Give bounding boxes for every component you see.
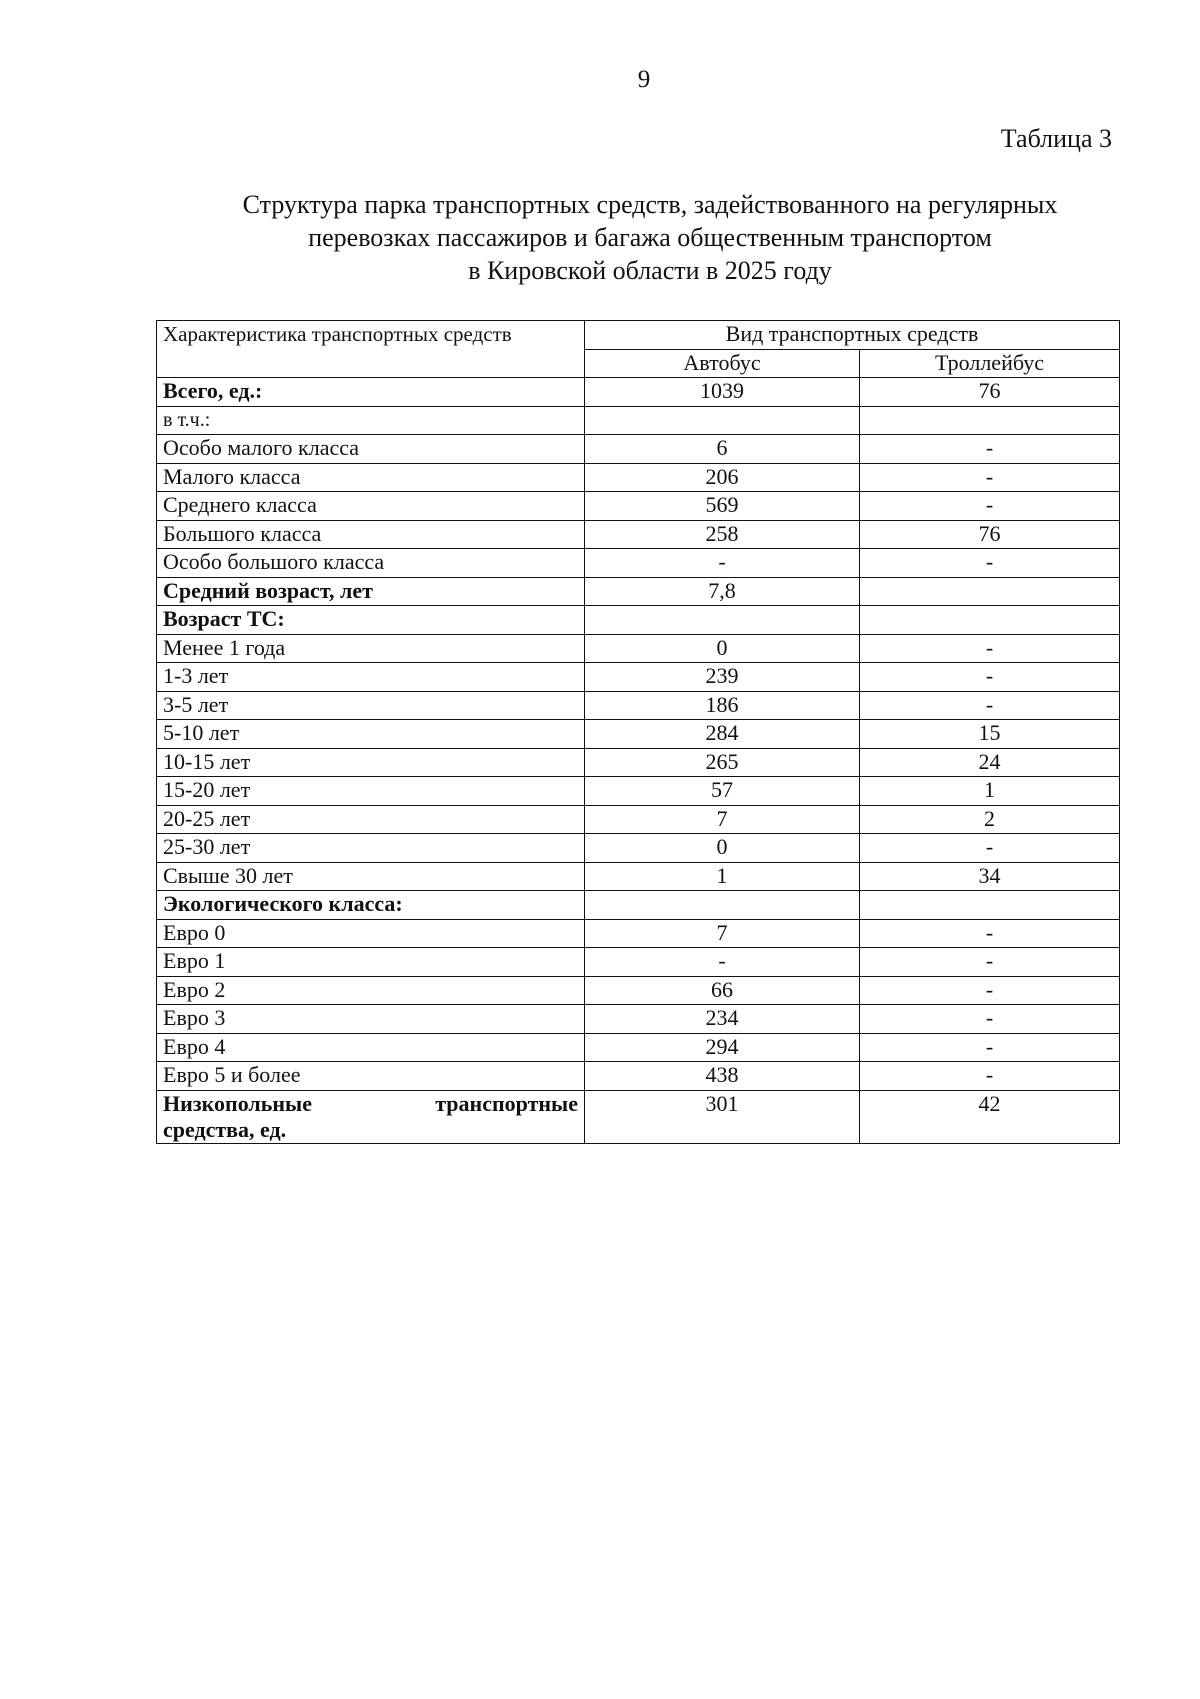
trolleybus-value: 2 xyxy=(860,805,1120,834)
table-row xyxy=(157,577,1120,606)
table-row xyxy=(157,663,1120,692)
trolleybus-value: - xyxy=(860,549,1120,578)
bus-value: 438 xyxy=(585,1062,860,1091)
header-characteristic: Характеристика транспортных средств xyxy=(157,321,585,378)
row-label: Особо большого класса xyxy=(157,549,585,578)
row-label: Евро 3 xyxy=(157,1005,585,1034)
bus-value: - xyxy=(585,948,860,977)
bus-value: 569 xyxy=(585,492,860,521)
table-row xyxy=(157,777,1120,806)
trolleybus-value: - xyxy=(860,492,1120,521)
header-vehicle-type: Вид транспортных средств xyxy=(585,321,1120,350)
table-row xyxy=(157,720,1120,749)
table-label: Таблица 3 xyxy=(1000,124,1112,153)
row-label: Среднего класса xyxy=(157,492,585,521)
table-row xyxy=(157,948,1120,977)
bus-value: 66 xyxy=(585,976,860,1005)
trolleybus-value: 24 xyxy=(860,748,1120,777)
trolleybus-value: 1 xyxy=(860,777,1120,806)
table-row xyxy=(157,406,1120,435)
bus-value: 301 xyxy=(585,1090,860,1143)
table-row xyxy=(157,634,1120,663)
table-row xyxy=(157,1062,1120,1091)
table-row xyxy=(157,1033,1120,1062)
row-label: Евро 5 и более xyxy=(157,1062,585,1091)
table-row xyxy=(157,549,1120,578)
trolleybus-value xyxy=(860,606,1120,635)
bus-value: 57 xyxy=(585,777,860,806)
trolleybus-value: - xyxy=(860,663,1120,692)
row-label: 15-20 лет xyxy=(157,777,585,806)
bus-value: 258 xyxy=(585,520,860,549)
bus-value xyxy=(585,891,860,920)
table-row xyxy=(157,1005,1120,1034)
title-line-1: Структура парка транспортных средств, задействованного на регулярных xyxy=(242,190,1058,219)
page-number: 9 xyxy=(637,66,651,93)
row-label: Евро 2 xyxy=(157,976,585,1005)
table-row xyxy=(157,435,1120,464)
table-row xyxy=(157,748,1120,777)
trolleybus-value: 15 xyxy=(860,720,1120,749)
trolleybus-value xyxy=(860,891,1120,920)
document-title xyxy=(150,188,1150,287)
bus-value: 0 xyxy=(585,634,860,663)
low-floor-label-line-1 xyxy=(163,1091,578,1117)
trolleybus-value: - xyxy=(860,691,1120,720)
bus-value: 265 xyxy=(585,748,860,777)
trolleybus-value: - xyxy=(860,463,1120,492)
bus-value: 7 xyxy=(585,919,860,948)
title-line-2: перевозках пассажиров и багажа общественным транспортом xyxy=(308,223,992,252)
bus-value: 294 xyxy=(585,1033,860,1062)
low-floor-label-line-2: средства, ед. xyxy=(163,1116,287,1142)
row-label: Малого класса xyxy=(157,463,585,492)
row-label: 10-15 лет xyxy=(157,748,585,777)
row-label: 25-30 лет xyxy=(157,834,585,863)
row-label: 3-5 лет xyxy=(157,691,585,720)
trolleybus-value: 76 xyxy=(860,520,1120,549)
table-row xyxy=(157,520,1120,549)
bus-value: 1 xyxy=(585,862,860,891)
trolleybus-value: 34 xyxy=(860,862,1120,891)
trolleybus-value: - xyxy=(860,634,1120,663)
trolleybus-value: - xyxy=(860,1005,1120,1034)
table-row-low-floor xyxy=(157,1090,1120,1143)
bus-value: 7,8 xyxy=(585,577,860,606)
title-line-3: в Кировской области в 2025 году xyxy=(468,256,832,285)
header-bus: Автобус xyxy=(585,349,860,378)
row-label: Всего, ед.: xyxy=(157,378,585,407)
row-label: Евро 0 xyxy=(157,919,585,948)
trolleybus-value: - xyxy=(860,919,1120,948)
bus-value: 234 xyxy=(585,1005,860,1034)
table-row xyxy=(157,919,1120,948)
row-label: Экологического класса: xyxy=(157,891,585,920)
table-row xyxy=(157,834,1120,863)
trolleybus-value: - xyxy=(860,1062,1120,1091)
bus-value: 186 xyxy=(585,691,860,720)
table-row xyxy=(157,378,1120,407)
bus-value: 206 xyxy=(585,463,860,492)
bus-value: 6 xyxy=(585,435,860,464)
bus-value: 0 xyxy=(585,834,860,863)
low-floor-word-1: Низкопольные xyxy=(163,1090,312,1116)
trolleybus-value: 76 xyxy=(860,378,1120,407)
table-row xyxy=(157,976,1120,1005)
trolleybus-value: - xyxy=(860,834,1120,863)
row-label: Свыше 30 лет xyxy=(157,862,585,891)
table-row xyxy=(157,691,1120,720)
table-row xyxy=(157,805,1120,834)
row-label: 5-10 лет xyxy=(157,720,585,749)
row-label: Менее 1 года xyxy=(157,634,585,663)
bus-value: 7 xyxy=(585,805,860,834)
table-row xyxy=(157,463,1120,492)
row-label: Большого класса xyxy=(157,520,585,549)
table-header-row-1 xyxy=(157,321,1120,350)
trolleybus-value xyxy=(860,577,1120,606)
trolleybus-value xyxy=(860,406,1120,435)
row-label: в т.ч.: xyxy=(157,406,585,435)
trolleybus-value: 42 xyxy=(860,1090,1120,1143)
trolleybus-value: - xyxy=(860,435,1120,464)
bus-value: 1039 xyxy=(585,378,860,407)
trolleybus-value: - xyxy=(860,948,1120,977)
row-label: Средний возраст, лет xyxy=(157,577,585,606)
low-floor-word-2: транспортные xyxy=(435,1090,578,1116)
header-trolleybus: Троллейбус xyxy=(860,349,1120,378)
bus-value xyxy=(585,606,860,635)
row-label: Возраст ТС: xyxy=(157,606,585,635)
table-row xyxy=(157,606,1120,635)
table-row xyxy=(157,891,1120,920)
transport-fleet-table xyxy=(156,320,1120,1144)
row-label: Евро 1 xyxy=(157,948,585,977)
row-label: 20-25 лет xyxy=(157,805,585,834)
bus-value: - xyxy=(585,549,860,578)
bus-value xyxy=(585,406,860,435)
row-label: 1-3 лет xyxy=(157,663,585,692)
trolleybus-value: - xyxy=(860,976,1120,1005)
table-row xyxy=(157,862,1120,891)
bus-value: 239 xyxy=(585,663,860,692)
row-label: Особо малого класса xyxy=(157,435,585,464)
bus-value: 284 xyxy=(585,720,860,749)
row-label: Евро 4 xyxy=(157,1033,585,1062)
trolleybus-value: - xyxy=(860,1033,1120,1062)
row-label-low-floor xyxy=(157,1090,585,1143)
table-row xyxy=(157,492,1120,521)
